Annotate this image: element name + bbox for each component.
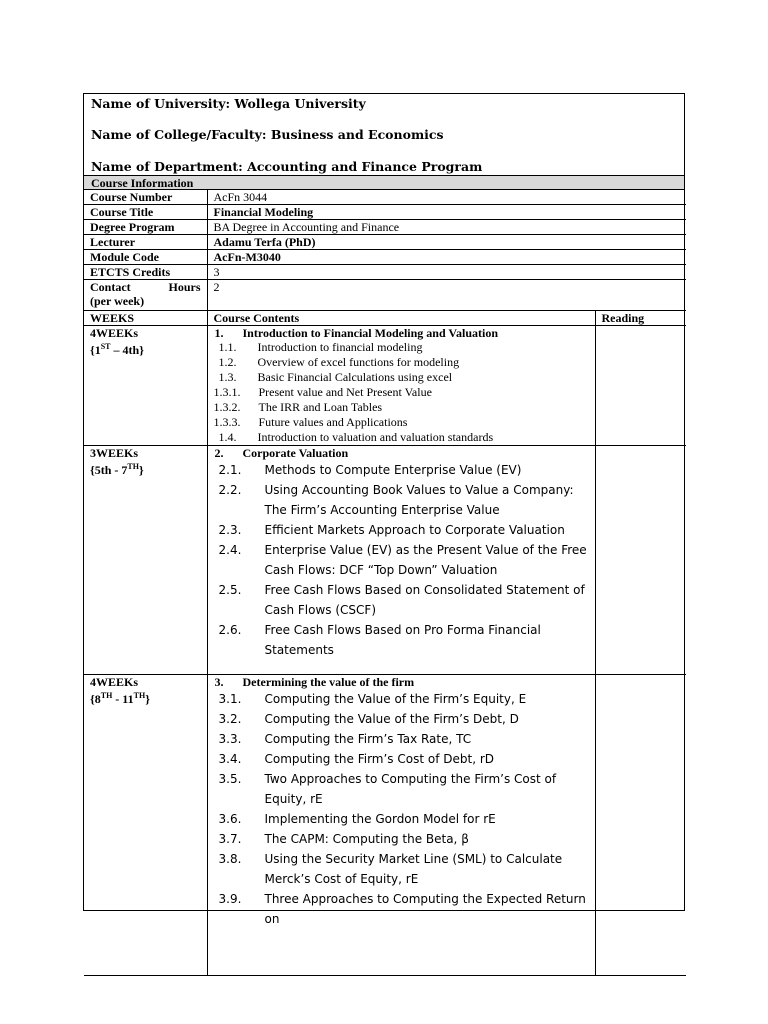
- unit-row: [84, 675, 686, 976]
- info-value: 2: [207, 280, 686, 311]
- hours-label: Hours: [168, 280, 201, 294]
- list-item: 3.2. Computing the Value of the Firm’s Debt, D: [218, 712, 519, 726]
- info-value: BA Degree in Accounting and Finance: [207, 220, 686, 235]
- info-row-contact-hours: [84, 280, 686, 311]
- list-item: 1.3.3. Future values and Applications: [213, 415, 408, 429]
- list-item: 2.6. Free Cash Flows Based on Pro Forma Financial Statements: [218, 623, 541, 657]
- info-label: Course Number: [84, 190, 207, 205]
- info-label: Degree Program: [84, 220, 207, 235]
- unit-week-range: {5th - 7TH}: [90, 462, 144, 477]
- info-label: Module Code: [84, 250, 207, 265]
- list-item: 1.4. Introduction to valuation and valuation standards: [218, 430, 494, 444]
- course-outline-document: [83, 93, 685, 926]
- info-row: [84, 220, 686, 235]
- unit-row: [84, 446, 686, 675]
- info-row: [84, 250, 686, 265]
- info-label: Lecturer: [84, 235, 207, 250]
- unit-row: [84, 326, 686, 446]
- per-week-label: (per week): [90, 294, 145, 308]
- reading-column-header: Reading: [595, 311, 686, 326]
- info-value: AcFn 3044: [207, 190, 686, 205]
- list-item: 2.5. Free Cash Flows Based on Consolidated Statement of Cash Flows (CSCF): [218, 583, 585, 617]
- info-row: [84, 265, 686, 280]
- list-item: 3.3. Computing the Firm’s Tax Rate, TC: [218, 732, 472, 746]
- unit-weeks-cell: [84, 326, 207, 446]
- list-item: 2.1. Methods to Compute Enterprise Value (EV): [218, 463, 522, 477]
- list-item: 3.5. Two Approaches to Computing the Firm’s Cost of Equity, rE: [218, 772, 557, 806]
- info-value: 3: [207, 265, 686, 280]
- info-value: Financial Modeling: [207, 205, 686, 220]
- unit-title: 2. Corporate Valuation: [214, 446, 349, 460]
- document-header: [84, 94, 684, 176]
- list-item: 3.4. Computing the Firm’s Cost of Debt, rD: [218, 752, 494, 766]
- list-item: 1.1. Introduction to financial modeling: [218, 340, 423, 354]
- unit-reading-cell: [595, 446, 686, 675]
- list-item: 1.3. Basic Financial Calculations using excel: [218, 370, 453, 384]
- unit-week-range: {1ST – 4th}: [90, 342, 144, 357]
- unit-contents-cell: [207, 446, 595, 675]
- info-label: Course Title: [84, 205, 207, 220]
- contents-column-header: Course Contents: [207, 311, 595, 326]
- list-item: 1.3.1. Present value and Net Present Value: [213, 385, 432, 399]
- university-name: Name of University: Wollega University: [91, 96, 366, 111]
- unit-weeks: 4WEEKs: [90, 675, 139, 689]
- unit-title: 3. Determining the value of the firm: [214, 675, 415, 689]
- list-item: 2.4. Enterprise Value (EV) as the Present Value of the Free Cash Flows: DCF “Top Down” Valuation: [218, 543, 587, 577]
- info-value: Adamu Terfa (PhD): [207, 235, 686, 250]
- unit-week-range: {8TH - 11TH}: [90, 691, 150, 706]
- list-item: 3.9. Three Approaches to Computing the Expected Return on: [218, 892, 586, 926]
- unit-weeks-cell: [84, 446, 207, 675]
- course-info-table: [84, 190, 686, 976]
- info-row: [84, 190, 686, 205]
- unit-weeks: 4WEEKs: [90, 326, 139, 340]
- unit-weeks: 3WEEKs: [90, 446, 139, 460]
- weeks-column-header: WEEKS: [84, 311, 207, 326]
- list-item: 1.2. Overview of excel functions for modeling: [218, 355, 460, 369]
- info-row: [84, 205, 686, 220]
- info-label: [84, 280, 207, 311]
- course-information-heading: Course Information: [84, 176, 684, 190]
- list-item: 3.8. Using the Security Market Line (SML) to Calculate Merck’s Cost of Equity, rE: [218, 852, 563, 886]
- unit-contents-cell: [207, 675, 595, 976]
- list-item: 3.1. Computing the Value of the Firm’s Equity, E: [218, 692, 527, 706]
- unit-weeks-cell: [84, 675, 207, 976]
- department-name: Name of Department: Accounting and Finance Program: [91, 159, 483, 174]
- info-label: ETCTS Credits: [84, 265, 207, 280]
- list-item: 3.7. The CAPM: Computing the Beta, β: [218, 832, 469, 846]
- schedule-header-row: [84, 311, 686, 326]
- unit-title: 1. Introduction to Financial Modeling and Valuation: [214, 326, 499, 340]
- list-item: 2.2. Using Accounting Book Values to Value a Company: The Firm’s Accounting Enterprise Value: [218, 483, 574, 517]
- info-value: AcFn-M3040: [207, 250, 686, 265]
- list-item: 2.3. Efficient Markets Approach to Corporate Valuation: [218, 523, 565, 537]
- contact-label: Contact: [90, 280, 131, 294]
- unit-reading-cell: [595, 675, 686, 976]
- info-row: [84, 235, 686, 250]
- list-item: 3.6. Implementing the Gordon Model for rE: [218, 812, 496, 826]
- college-name: Name of College/Faculty: Business and Economics: [91, 127, 444, 142]
- list-item: 1.3.2. The IRR and Loan Tables: [213, 400, 383, 414]
- unit-contents-cell: [207, 326, 595, 446]
- unit-reading-cell: [595, 326, 686, 446]
